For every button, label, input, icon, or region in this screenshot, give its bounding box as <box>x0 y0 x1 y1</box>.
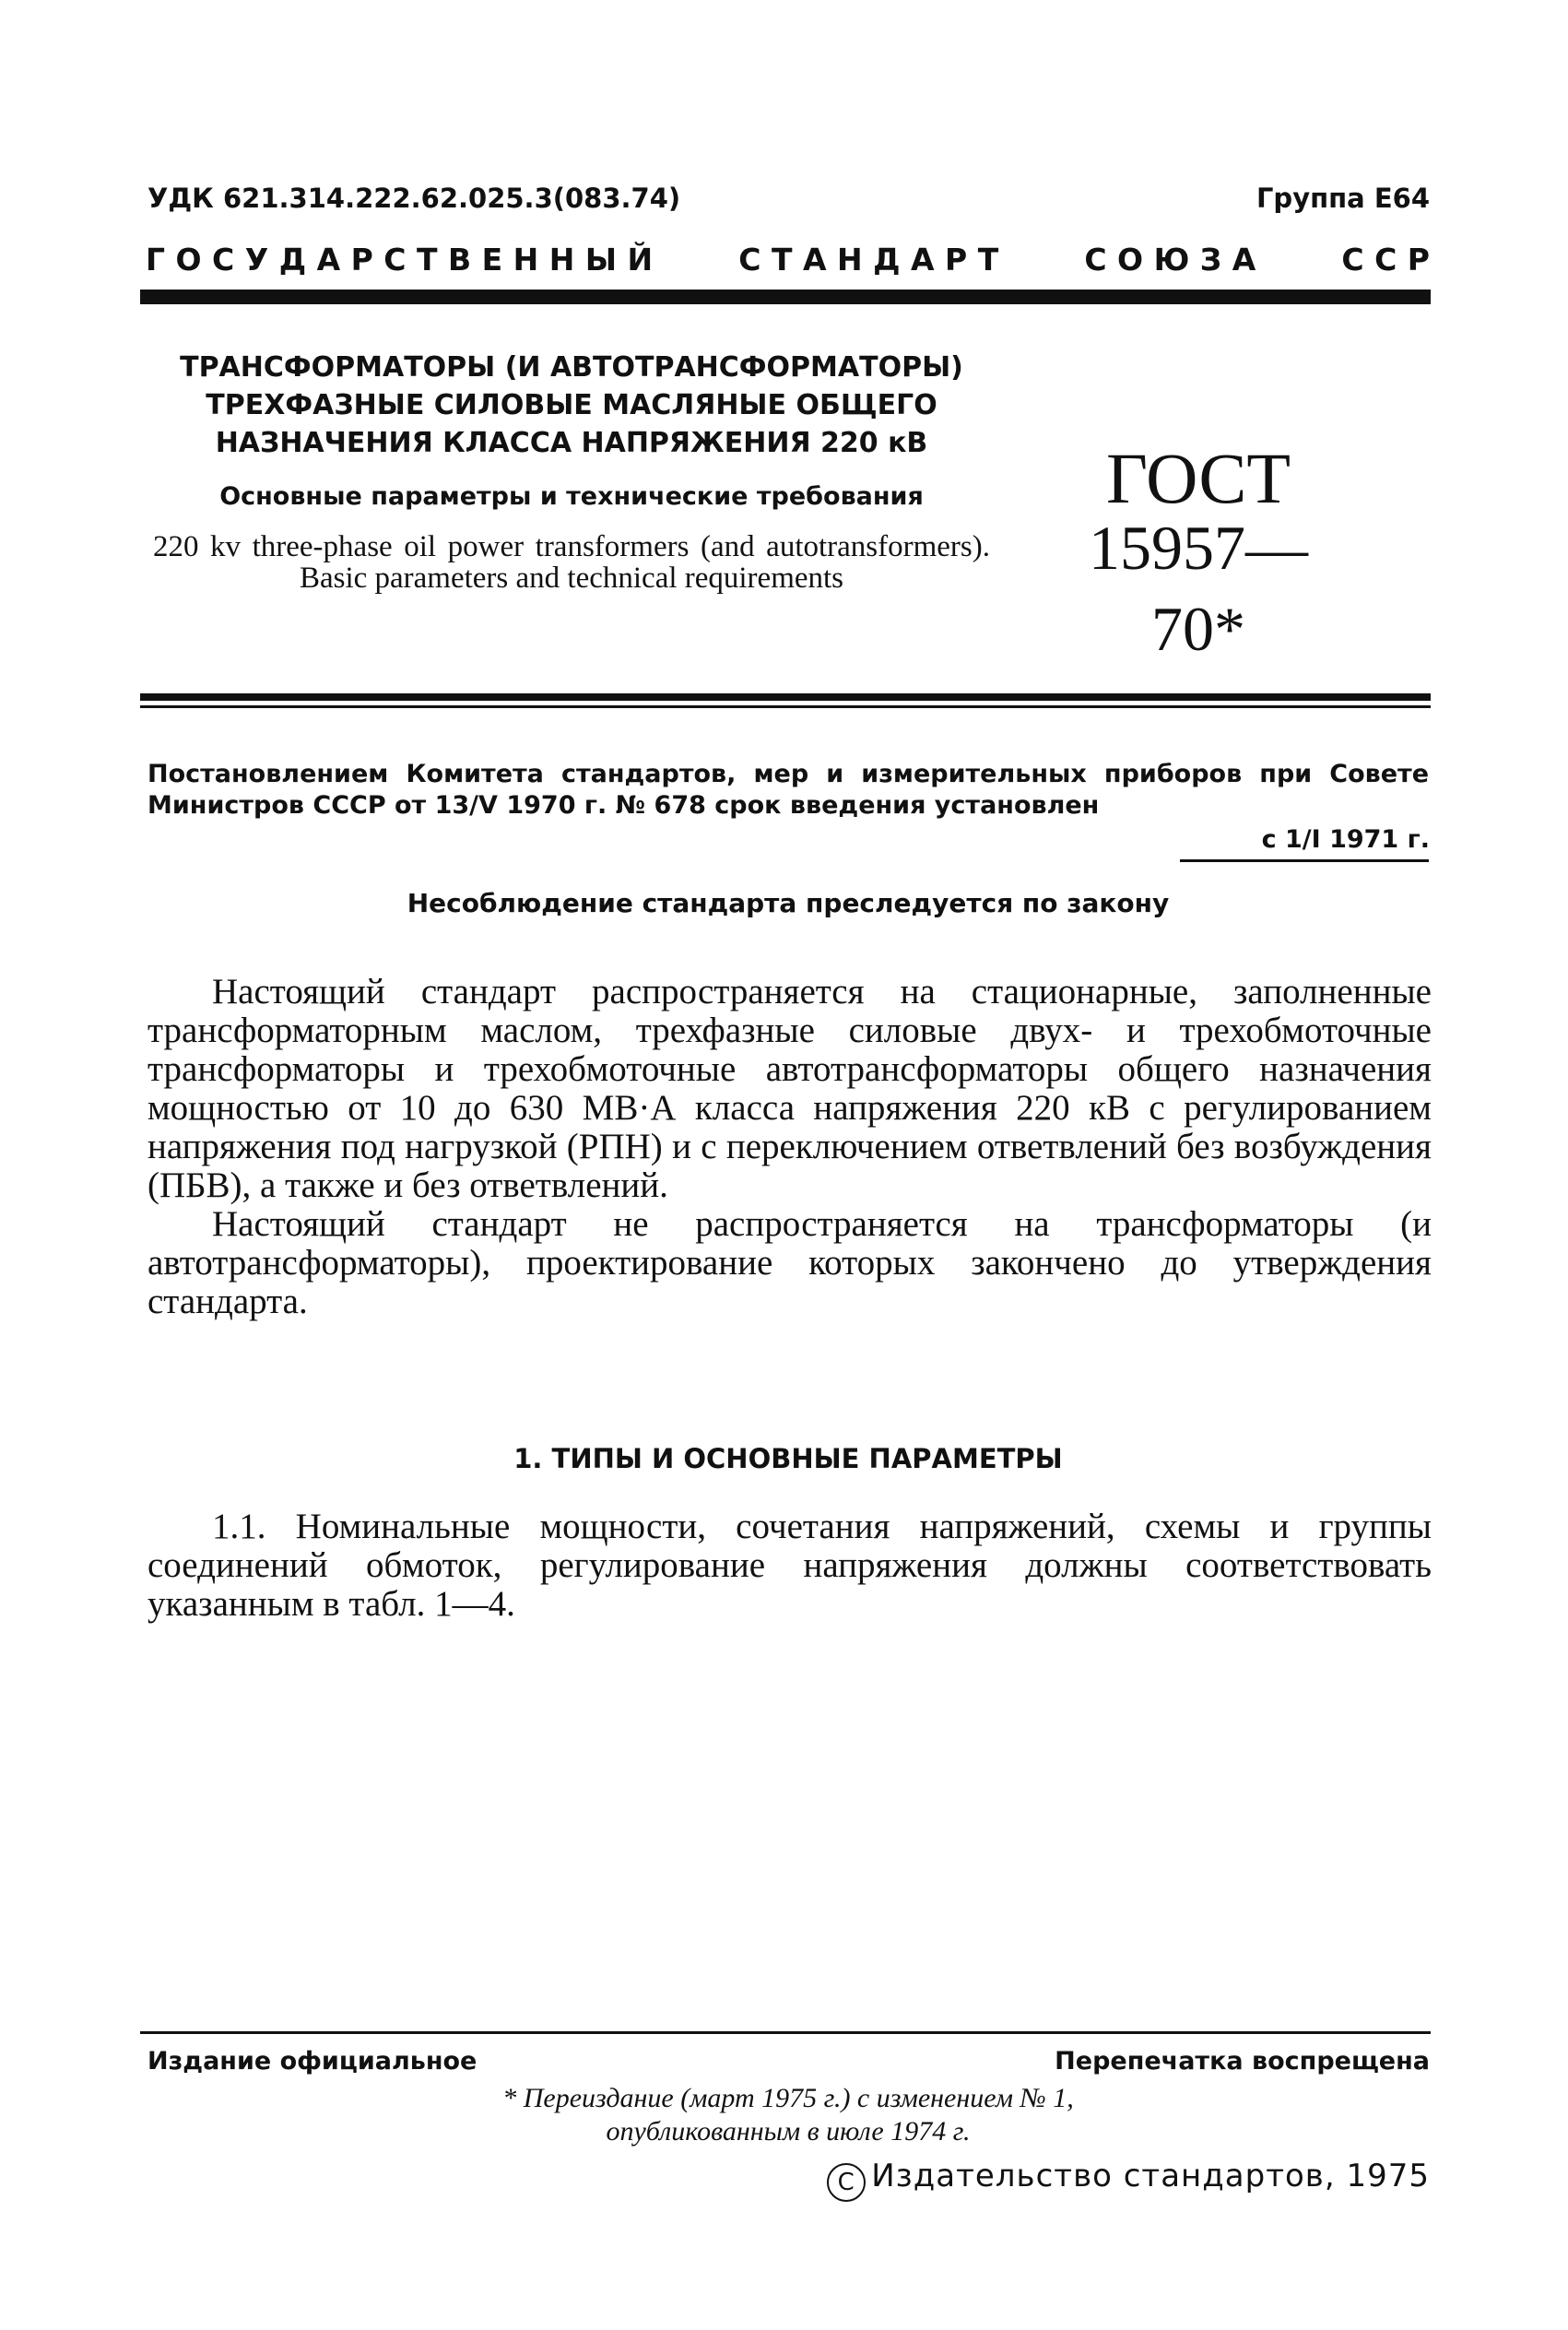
state-standard-banner <box>146 242 1430 278</box>
reprint-notice: Перепечатка воспрещена <box>1055 2047 1430 2076</box>
paragraph: Настоящий стандарт распространяется на стационарные, заполненные трансформаторным маслом, трехфазные силовые двух- и трехобмоточные трансформаторы и трехобмоточные автотрансформаторы общего назначения мощностью от 10 до 630 МВ·А класса напряжения 220 кВ с регулированием напряжения под нагрузкой (РПН) и с переключением ответвлений без возбуждения (ПБВ), а также и без ответвлений. <box>147 972 1432 1205</box>
legal-notice: Несоблюдение стандарта преследуется по закону <box>407 888 1170 918</box>
body-text <box>147 973 1432 1321</box>
group-code: Группа Е64 <box>1256 183 1430 214</box>
gost-number: 15957—70* <box>1089 513 1308 664</box>
state-standard-word: С О Ю З А <box>1084 242 1256 278</box>
udk-code: УДК 621.314.222.62.025.3(083.74) <box>147 183 681 214</box>
section-title: 1. ТИПЫ И ОСНОВНЫЕ ПАРАМЕТРЫ <box>513 1443 1063 1474</box>
state-standard-word: Г О С У Д А Р С Т В Е Н Н Ы Й <box>146 242 654 278</box>
clause-1-1: 1.1. Номинальные мощности, сочетания напряжений, схемы и группы соединений обмоток, регулирование напряжения должны соответствовать указанным в табл. 1—4. <box>147 1507 1432 1624</box>
reissue-line: опубликованным в июле 1974 г. <box>606 2116 971 2147</box>
title-line: ТРАНСФОРМАТОРЫ (И АВТОТРАНСФОРМАТОРЫ) <box>180 351 963 384</box>
footer-rule <box>140 2031 1431 2034</box>
title-block <box>147 349 996 594</box>
paragraph: Настоящий стандарт не распространяется на трансформаторы (и автотрансформаторы), проектирование которых закончено до утверждения стандарта. <box>147 1204 1432 1321</box>
publisher-line <box>827 2158 1430 2202</box>
title-line: НАЗНАЧЕНИЯ КЛАССА НАПРЯЖЕНИЯ 220 кВ <box>215 427 928 459</box>
header-rule <box>140 290 1431 304</box>
title-line: ТРЕХФАЗНЫЕ СИЛОВЫЕ МАСЛЯНЫЕ ОБЩЕГО <box>206 389 937 421</box>
copyright-icon: C <box>827 2163 866 2202</box>
decree-text: Постановлением Комитета стандартов, мер и измерительных приборов при Совете Министров СССР от 13/V 1970 г. № 678 срок введения установлен <box>147 760 1429 820</box>
english-title: 220 kv three-phase oil power transformers (and autotransformers). Basic parameters and technical requirements <box>153 530 990 595</box>
gost-label: ГОСТ <box>1105 438 1291 518</box>
reissue-line: * Переиздание (март 1975 г.) с изменением № 1, <box>502 2083 1074 2113</box>
decree-date: с 1/I 1971 г. <box>1261 825 1430 854</box>
reissue-note <box>147 2082 1429 2148</box>
decree-underline <box>1180 859 1429 862</box>
subtitle: Основные параметры и технические требования <box>219 482 924 511</box>
title-rule-thin <box>140 705 1431 708</box>
publisher-name: Издательство стандартов, 1975 <box>871 2158 1430 2194</box>
state-standard-word: С С Р <box>1341 242 1430 278</box>
title-rule <box>140 693 1431 701</box>
edition-label: Издание официальное <box>147 2047 477 2076</box>
state-standard-word: С Т А Н Д А Р Т <box>738 242 999 278</box>
